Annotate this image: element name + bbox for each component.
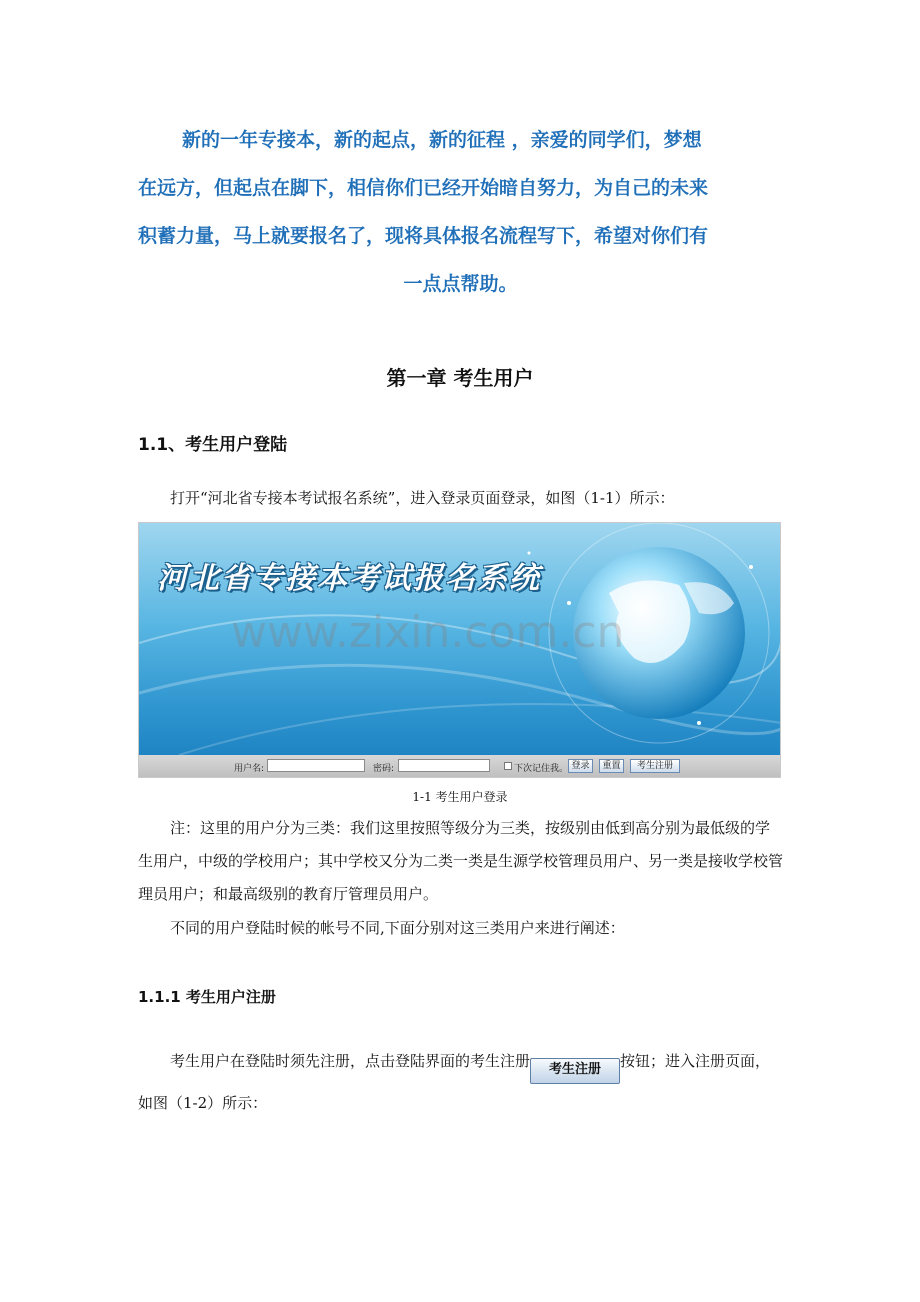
remember-label: 下次记住我。 — [514, 764, 569, 774]
login-page-screenshot — [138, 522, 781, 778]
register-text-before: 考生用户在登陆时须先注册，点击登陆界面的考生注册 — [170, 1052, 531, 1070]
register-button[interactable]: 考生注册 — [630, 759, 680, 773]
figure-caption: 1-1 考生用户登录 — [412, 790, 508, 804]
reset-button[interactable]: 重置 — [599, 759, 624, 773]
section-title: 1.1、考生用户登陆 — [138, 435, 288, 455]
intro-line-4: 一点点帮助。 — [403, 273, 518, 295]
banner-title: 河北省专接本考试报名系统 — [157, 561, 541, 596]
username-label: 用户名: — [234, 764, 265, 774]
open-paragraph: 打开“河北省专接本考试报名系统”，进入登录页面登录，如图（1-1）所示： — [170, 489, 675, 507]
password-input[interactable] — [398, 759, 490, 772]
username-input[interactable] — [267, 759, 365, 772]
inline-register-button[interactable]: 考生注册 — [530, 1058, 620, 1084]
login-bar — [139, 755, 781, 778]
remember-checkbox[interactable] — [504, 762, 512, 770]
intro-line-2: 在远方，但起点在脚下，相信你们已经开始暗自努力，为自己的未来 — [138, 177, 709, 199]
register-paragraph — [138, 1042, 783, 1122]
watermark: www.zixin.com.cn — [231, 607, 625, 658]
note-paragraph: 注：这里的用户分为三类：我们这里按照等级分为三类，按级别由低到高分别为最低级的学生用户，中级的学校用户；其中学校又分为二类一类是生源学校管理员用户、另一类是接收学校管理员用户；和最高级别的教育厅管理员用户。 — [138, 819, 784, 903]
intro-line-1: 新的一年专接本，新的起点，新的征程 ，亲爱的同学们，梦想 — [182, 129, 702, 151]
subsection-title: 1.1.1 考生用户注册 — [138, 988, 276, 1006]
chapter-title: 第一章 考生用户 — [386, 366, 534, 390]
login-button[interactable]: 登录 — [568, 759, 593, 773]
register-text-after: 按钮；进入注册页面，如图（1-2）所示： — [138, 1052, 771, 1112]
password-label: 密码: — [373, 764, 395, 774]
diff-paragraph: 不同的用户登陆时候的帐号不同,下面分别对这三类用户来进行阐述： — [170, 919, 625, 937]
intro-line-3: 积蓄力量，马上就要报名了，现将具体报名流程写下，希望对你们有 — [138, 225, 709, 247]
intro-paragraph — [138, 116, 783, 308]
login-banner — [139, 523, 781, 755]
